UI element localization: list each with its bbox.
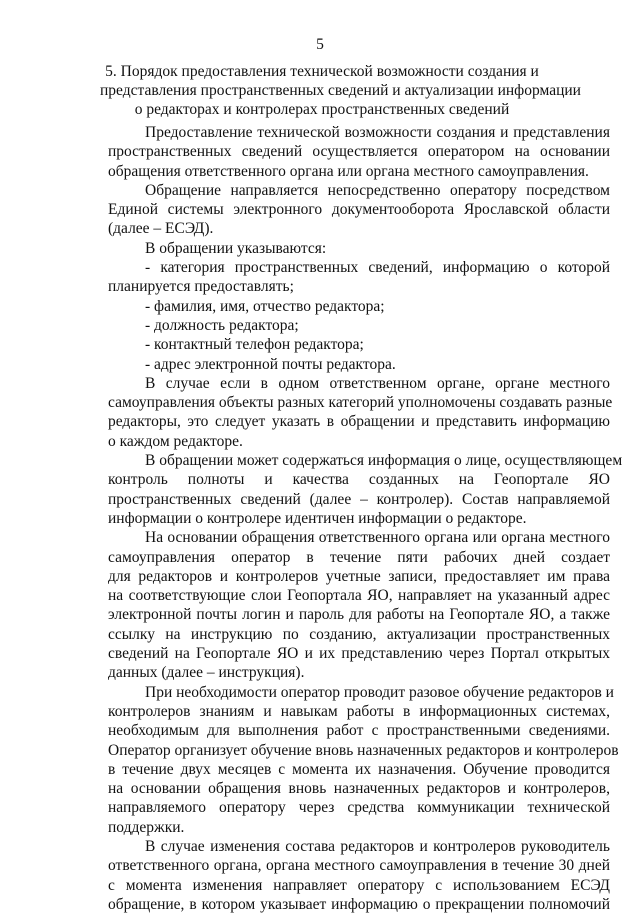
- text-line: - должность редактора;: [145, 316, 299, 334]
- paragraph: [108, 316, 610, 335]
- text-line: - адрес электронной почты редактора.: [145, 355, 396, 373]
- text-line: направляемого оператору через средства коммуникации технической: [108, 799, 610, 817]
- text-line: контролеров знаниям и навыкам работы в информационных системах,: [108, 702, 610, 720]
- paragraph: [108, 837, 610, 914]
- text-line: данных (далее – инструкция).: [108, 664, 305, 682]
- text-line: самоуправления оператор в течение пяти рабочих дней создает: [108, 548, 610, 566]
- heading-line: представления пространственных сведений и актуализации информации: [100, 82, 581, 100]
- text-line: Предоставление технической возможности создания и представления: [145, 124, 610, 141]
- text-line: контроль полноты и качества созданных на Геопортале ЯО: [108, 471, 610, 489]
- text-line: Обращение направляется непосредственно оператору посредством: [145, 181, 610, 199]
- paragraph: [108, 297, 610, 316]
- text-line: обращения ответственного органа или органа местного самоуправления.: [108, 162, 589, 180]
- text-line: планируется предоставлять;: [108, 278, 294, 296]
- heading-line: о редакторах и контролерах пространственных сведений: [134, 101, 510, 119]
- text-line: самоуправления объекты разных категорий уполномочены создавать разные: [108, 394, 613, 412]
- text-line: ссылку на инструкцию по созданию, актуализации пространственных: [108, 625, 610, 643]
- text-line: Оператор организует обучение вновь назначенных редакторов и контролеров: [108, 741, 619, 759]
- text-line: обращение, в котором указывает информацию о прекращении полномочий: [108, 895, 610, 913]
- paragraph: [108, 181, 610, 239]
- text-line: редакторы, это следует указать в обращении и представить информацию: [108, 413, 610, 431]
- text-line: В обращении может содержаться информация о лице, осуществляющем: [145, 452, 623, 470]
- text-line: поддержки.: [108, 818, 185, 836]
- text-line: - фамилия, имя, отчество редактора;: [145, 297, 385, 315]
- text-line: на соответствующие слои Геопортала ЯО, направляет на указанный адрес: [108, 587, 610, 605]
- document-body: [108, 123, 623, 914]
- text-line: в течение двух месяцев с момента их назначения. Обучение проводится: [108, 760, 610, 778]
- text-line: с момента изменения направляет оператору с использованием ЕСЭД: [108, 876, 610, 894]
- heading-line: 5. Порядок предоставления технической возможности создания и: [105, 63, 539, 80]
- text-line: пространственных сведений (далее – контролер). Состав направляемой: [108, 490, 610, 508]
- text-line: В случае изменения состава редакторов и контролеров руководитель: [145, 837, 610, 855]
- paragraph: [108, 374, 613, 451]
- paragraph: [108, 355, 610, 374]
- text-line: - контактный телефон редактора;: [145, 336, 364, 354]
- text-line: электронной почты логин и пароль для работы на Геопортале ЯО, а также: [108, 606, 610, 624]
- text-line: о каждом редакторе.: [108, 432, 243, 450]
- text-line: на основании обращения вновь назначенных редакторов и контролеров,: [108, 780, 610, 798]
- text-line: ответственного органа, органа местного самоуправления в течение 30 дней: [108, 857, 610, 875]
- text-line: пространственных сведений осуществляется оператором на основании: [108, 143, 610, 161]
- text-line: - категория пространственных сведений, информацию о которой: [145, 259, 610, 277]
- text-line: для редакторов и контролеров учетные записи, предоставляет им права: [108, 567, 610, 585]
- text-line: информации о контролере идентичен информации о редакторе.: [108, 509, 527, 527]
- section-heading: [100, 62, 581, 120]
- page-number: 5: [316, 36, 324, 53]
- paragraph: [108, 258, 610, 297]
- paragraph: [108, 683, 619, 837]
- paragraph: [108, 451, 623, 528]
- text-line: В случае если в одном ответственном органе, органе местного: [145, 374, 610, 392]
- text-line: сведений на Геопортале ЯО и их представлению через Портал открытых: [108, 645, 610, 663]
- paragraph: [108, 335, 610, 354]
- paragraph: [108, 239, 610, 258]
- text-line: (далее – ЕСЭД).: [108, 220, 214, 238]
- text-line: Единой системы электронного документооборота Ярославской области: [108, 201, 610, 219]
- text-line: На основании обращения ответственного органа или органа местного: [145, 529, 610, 547]
- text-line: необходимым для выполнения работ с пространственными сведениями.: [108, 722, 610, 740]
- text-line: В обращении указываются:: [145, 239, 327, 257]
- paragraph: [108, 528, 610, 682]
- text-line: При необходимости оператор проводит разовое обучение редакторов и: [145, 683, 614, 701]
- paragraph: [108, 123, 610, 181]
